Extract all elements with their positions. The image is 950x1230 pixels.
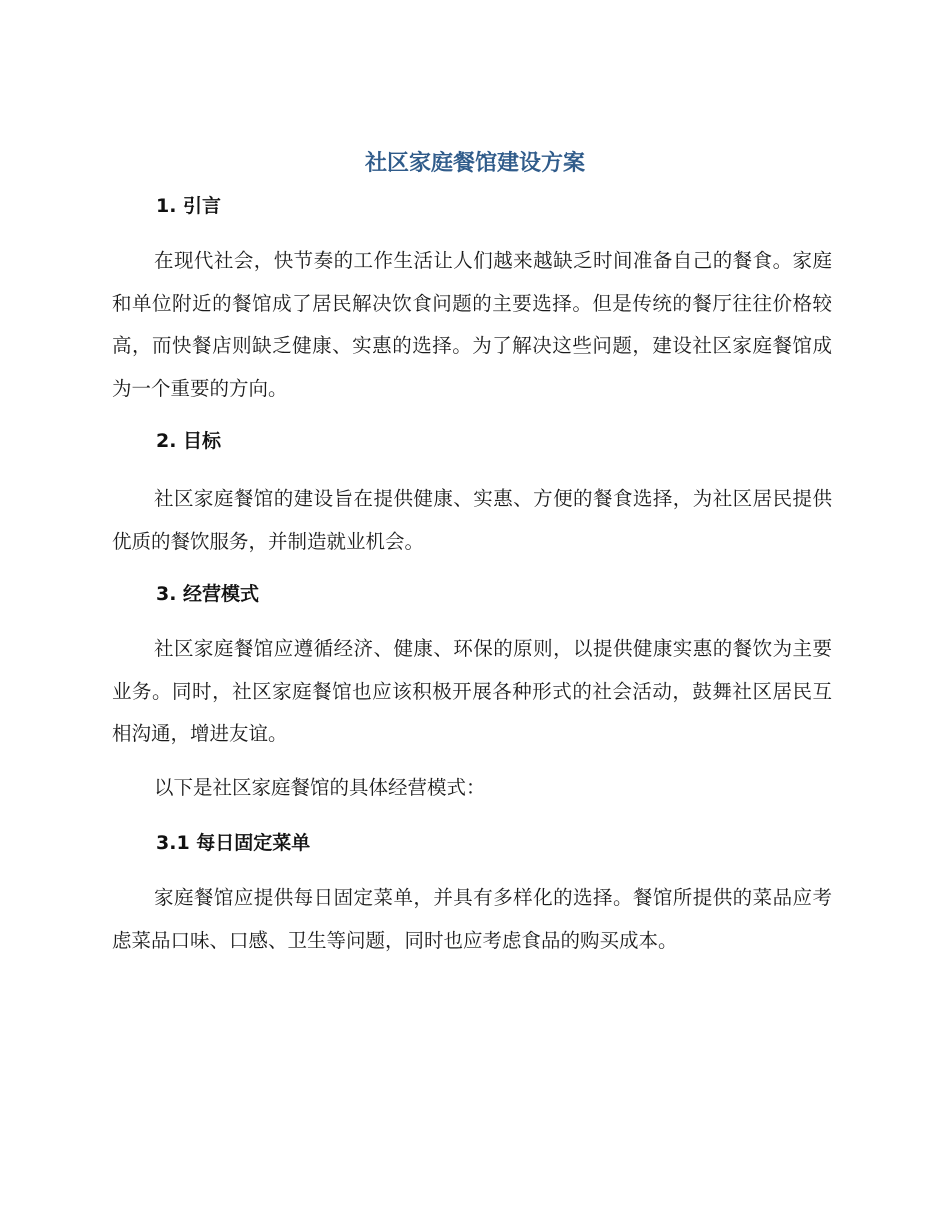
- section-heading-goals: 2. 目标: [156, 430, 222, 452]
- paragraph-business-model-intro: 以下是社区家庭餐馆的具体经营模式：: [154, 776, 486, 799]
- section-heading-introduction: 1. 引言: [156, 195, 222, 217]
- document-title: 社区家庭餐馆建设方案: [364, 151, 585, 176]
- paragraph-introduction: 在现代社会，快节奏的工作生活让人们越来越缺乏时间准备自己的餐食。家庭和单位附近的餐馆成了居民解决饮食问题的主要选择。但是传统的餐厅往往价格较高，而快餐店则缺乏健康、实惠的选择。为了解决这些问题，建设社区家庭餐馆成为一个重要的方向。: [112, 249, 832, 400]
- section-heading-daily-menu: 3.1 每日固定菜单: [156, 832, 311, 854]
- section-heading-business-model: 3. 经营模式: [156, 583, 260, 605]
- paragraph-daily-menu: 家庭餐馆应提供每日固定菜单，并具有多样化的选择。餐馆所提供的菜品应考虑菜品口味、口感、卫生等问题，同时也应考虑食品的购买成本。: [112, 886, 832, 952]
- paragraph-goals: 社区家庭餐馆的建设旨在提供健康、实惠、方便的餐食选择，为社区居民提供优质的餐饮服务，并制造就业机会。: [112, 487, 832, 553]
- paragraph-business-model: 社区家庭餐馆应遵循经济、健康、环保的原则，以提供健康实惠的餐饮为主要业务。同时，社区家庭餐馆也应该积极开展各种形式的社会活动，鼓舞社区居民互相沟通，增进友谊。: [112, 637, 832, 745]
